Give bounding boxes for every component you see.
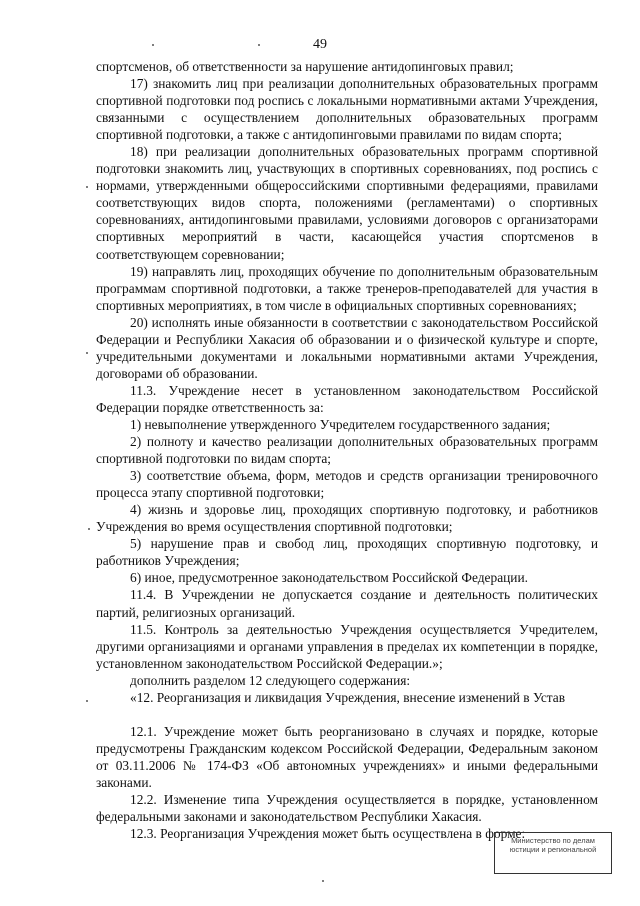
scan-speck [86,352,88,354]
paragraph: 12.2. Изменение типа Учреждения осуществляется в порядке, установленном федеральными законами и законодательством Республики Хакасия. [96,791,598,825]
scan-speck [86,186,88,188]
stamp-line-1: Министерство по делам [511,836,595,845]
paragraph: дополнить разделом 12 следующего содержания: [130,672,411,688]
paragraph: 11.5. Контроль за деятельностью Учреждения осуществляется Учредителем, другими организациями и органами управления в пределах их компетенции в порядке, установленном законодательством Российской Федерации.»; [96,621,598,671]
paragraph: 17) знакомить лиц при реализации дополнительных образовательных программ спортивной подготовки под роспись с локальными нормативными актами Учреждения, связанными с осуществлением дополнительных образовательных программ спортивной подготовки, а также с антидопинговыми правилами по видам спорта; [96,76,598,143]
paragraph: 18) при реализации дополнительных образовательных программ спортивной подготовки знакомить лиц, участвующих в спортивных соревнованиях, под роспись с нормами, утвержденными общероссийскими спортивными федерациями, правилами соответствующих видов спорта, положениями (регламентами) о спортивных соревнованиях, антидопинговыми правилами, условиями договоров с организаторами спортивных мероприятий в части, касающейся участия спортсменов в соответствующем соревновании; [96,144,598,262]
paragraph: 6) иное, предусмотренное законодательством Российской Федерации. [130,570,528,586]
paragraph: 2) полноту и качество реализации дополнительных образовательных программ спортивной подготовки по видам спорта; [96,434,598,467]
scan-speck [322,880,324,882]
paragraph: 3) соответствие объема, форм, методов и средств организации тренировочного процесса этапу спортивной подготовки; [96,468,598,501]
paragraph: 11.3. Учреждение несет в установленном законодательством Российской Федерации порядке ответственность за: [96,382,598,415]
paragraph: «12. Реорганизация и ликвидация Учреждения, внесение изменений в Устав [130,689,566,705]
paragraph: 5) нарушение прав и свобод лиц, проходящих спортивную подготовку, и работников Учреждения; [96,536,598,569]
paragraph: 1) невыполнение утвержденного Учредителем государственного задания; [130,416,551,432]
registration-stamp [494,832,612,874]
scan-speck [86,700,88,702]
scan-speck [152,44,154,46]
paragraph: спортсменов, об ответственности за нарушение антидопинговых правил; [96,59,514,74]
paragraph: 12.3. Реорганизация Учреждения может быть осуществлена в форме: [130,826,526,842]
scan-speck [258,44,260,46]
document-body [96,58,598,842]
stamp-line-2: юстиции и региональной [509,845,597,854]
paragraph: 19) направлять лиц, проходящих обучение по дополнительным образовательным программам спортивной подготовки, а также тренеров-преподавателей для участия в спортивных мероприятиях, в том числе в официальных спортивных соревнованиях; [96,263,598,313]
paragraph: 11.4. В Учреждении не допускается создание и деятельность политических партий, религиозных организаций. [96,587,598,620]
paragraph: 20) исполнять иные обязанности в соответствии с законодательством Российской Федерации и Республики Хакасия об образовании и о физической культуре и спорте, учредительными документами и локальными нормативными актами Учреждения, договорами об образовании. [96,314,598,381]
paragraph-gap [96,706,598,723]
scan-speck [88,528,90,530]
paragraph: 4) жизнь и здоровье лиц, проходящих спортивную подготовку, и работников Учреждения во время осуществления спортивной подготовки; [96,502,598,535]
paragraph: 12.1. Учреждение может быть реорганизовано в случаях и порядке, которые предусмотрены Гражданским кодексом Российской Федерации, Федеральным законом от 03.11.2006 № 174-ФЗ «Об автономных учреждениях» и иными федеральными законами. [96,723,598,790]
page-number: 49 [313,37,327,52]
